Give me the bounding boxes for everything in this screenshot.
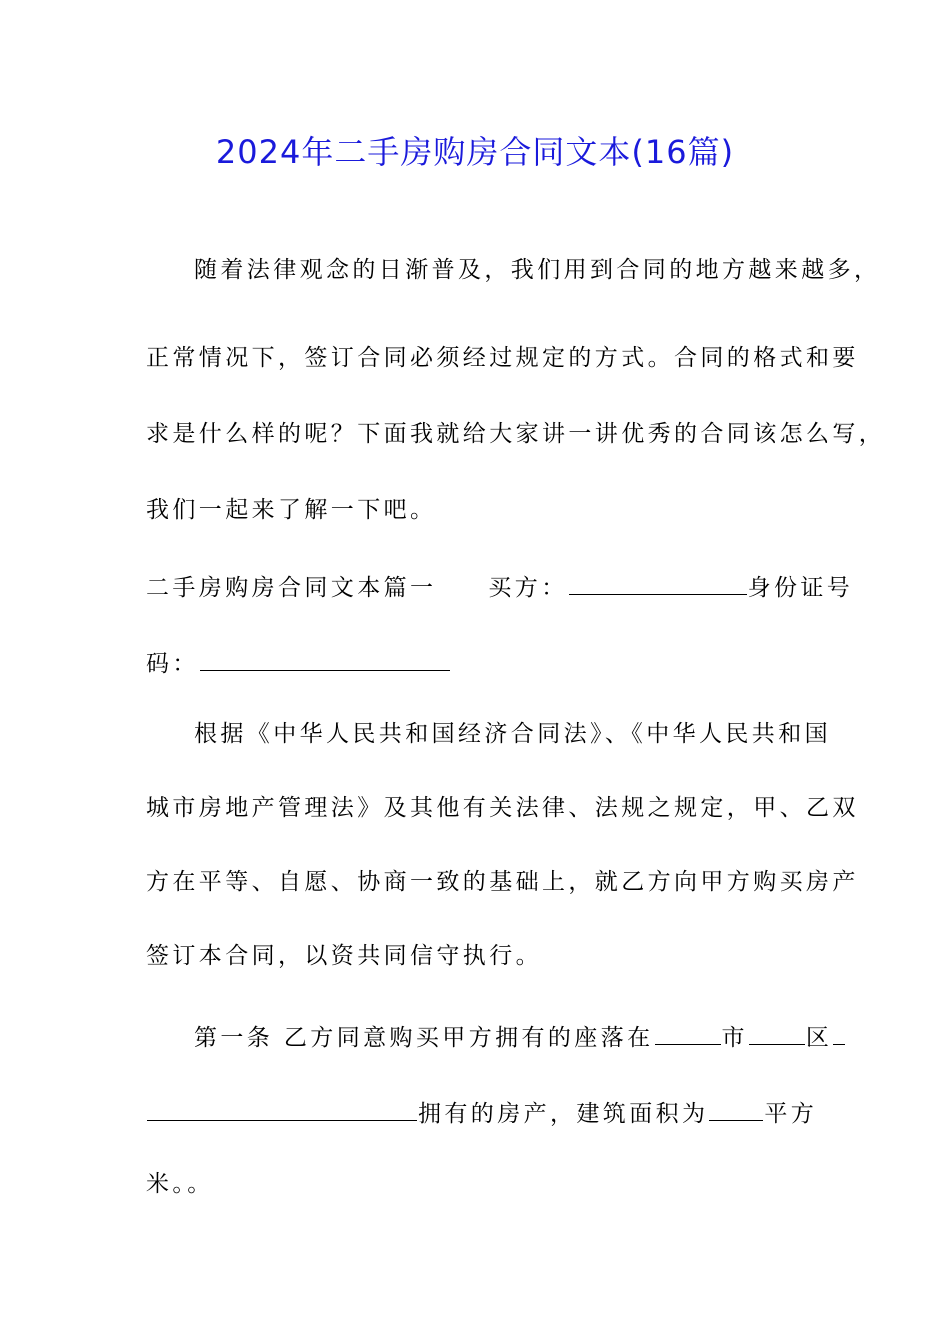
buyer-label: 买方： <box>488 575 568 601</box>
article1-line-3: 米。。 <box>146 1171 214 1197</box>
address-blank-start[interactable] <box>833 1014 845 1045</box>
area-unit: 平方 <box>764 1101 818 1127</box>
area-blank[interactable] <box>709 1090 763 1121</box>
article1-line-2 <box>146 1090 817 1130</box>
page-title: 2024年二手房购房合同文本(16篇) <box>215 133 735 171</box>
article1-text-2: 拥有的房产，建筑面积为 <box>418 1101 709 1127</box>
buyer-line <box>146 564 853 604</box>
basis-line-4: 签订本合同，以资共同信守执行。 <box>146 943 542 969</box>
basis-line-1: 根据《中华人民共和国经济合同法》、《中华人民共和国 <box>194 721 831 747</box>
id-number-line <box>146 640 451 680</box>
article1-line-1 <box>194 1014 846 1054</box>
id-number-blank[interactable] <box>200 640 450 671</box>
id-label: 身份证号 <box>747 575 854 601</box>
city-blank[interactable] <box>655 1014 721 1045</box>
article1-text: 第一条 乙方同意购买甲方拥有的座落在 <box>194 1025 654 1051</box>
basis-line-2: 城市房地产管理法》及其他有关法律、法规之规定，甲、乙双 <box>146 795 859 821</box>
city-label: 市 <box>721 1025 748 1051</box>
district-label: 区 <box>805 1025 833 1051</box>
intro-line-4: 我们一起来了解一下吧。 <box>146 497 437 523</box>
id-label-cont: 码： <box>146 651 199 677</box>
intro-line-2: 正常情况下，签订合同必须经过规定的方式。合同的格式和要 <box>146 345 859 371</box>
section-heading: 二手房购房合同文本篇一 <box>146 575 437 601</box>
district-blank[interactable] <box>749 1014 805 1045</box>
basis-line-3: 方在平等、自愿、协商一致的基础上，就乙方向甲方购买房产 <box>146 869 859 895</box>
intro-line-3: 求是什么样的呢？下面我就给大家讲一讲优秀的合同该怎么写， <box>146 421 886 447</box>
buyer-name-blank[interactable] <box>569 564 747 595</box>
address-blank[interactable] <box>147 1090 417 1121</box>
intro-line-1: 随着法律观念的日渐普及，我们用到合同的地方越来越多， <box>194 257 881 283</box>
